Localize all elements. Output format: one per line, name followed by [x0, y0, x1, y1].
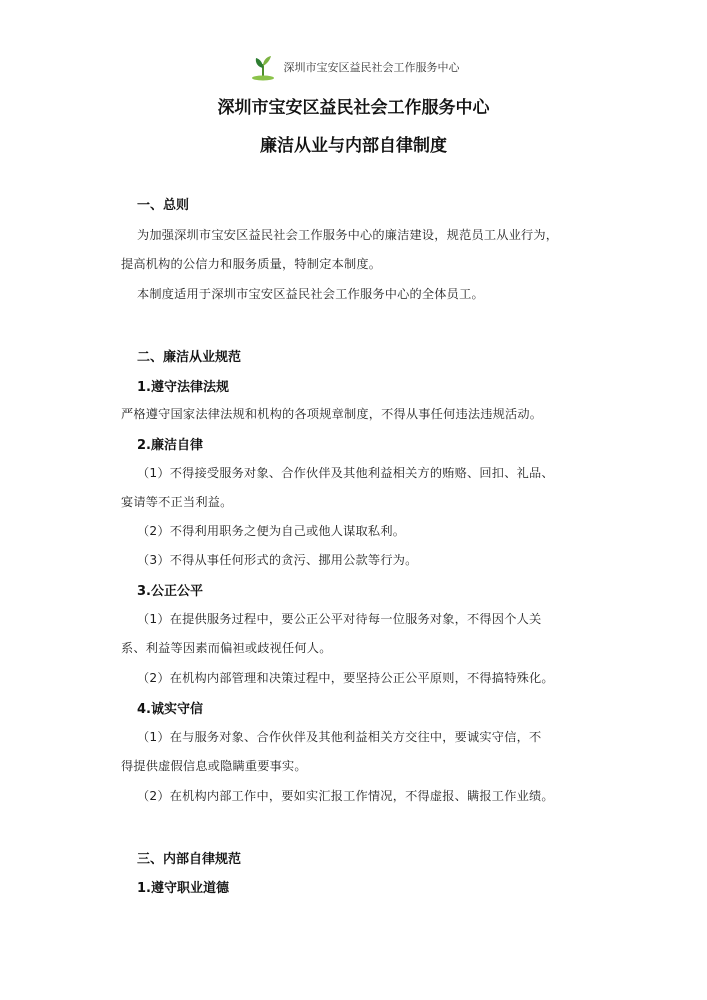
section-2-sub-2-item-1-line-2: 宴请等不正当利益。 [121, 495, 233, 509]
section-1-paragraph-2: 本制度适用于深圳市宝安区益民社会工作服务中心的全体员工。 [137, 287, 484, 301]
section-2-sub-3-item-2: （2）在机构内部管理和决策过程中，要坚持公正公平原则，不得搞特殊化。 [137, 671, 554, 685]
section-2-heading: 二、廉洁从业规范 [137, 350, 242, 365]
section-2-sub-4-item-2: （2）在机构内部工作中，要如实汇报工作情况，不得虚报、瞒报工作业绩。 [137, 789, 554, 803]
section-2-sub-3-item-1-line-1: （1）在提供服务过程中，要公正公平对待每一位服务对象，不得因个人关 [137, 612, 542, 626]
section-2-sub-2-item-3: （3）不得从事任何形式的贪污、挪用公款等行为。 [137, 553, 418, 567]
document-title-policy: 廉洁从业与内部自律制度 [260, 136, 447, 156]
section-2-sub-4-heading: 4.诚实守信 [137, 702, 203, 717]
section-2-sub-3-item-1-line-2: 系、利益等因素而偏袒或歧视任何人。 [121, 641, 332, 655]
section-2-sub-2-item-1-line-1: （1）不得接受服务对象、合作伙伴及其他利益相关方的贿赂、回扣、礼品、 [137, 466, 554, 480]
section-1-heading: 一、总则 [137, 198, 190, 213]
sprout-logo-icon [248, 52, 278, 82]
section-2-sub-1-paragraph: 严格遵守国家法律法规和机构的各项规章制度，不得从事任何违法违规活动。 [121, 407, 543, 421]
section-2-sub-4-item-1-line-2: 得提供虚假信息或隐瞒重要事实。 [121, 759, 307, 773]
letterhead-org-name: 深圳市宝安区益民社会工作服务中心 [283, 61, 460, 74]
section-2-sub-2-heading: 2.廉洁自律 [137, 438, 203, 453]
section-2-sub-2-item-2: （2）不得利用职务之便为自己或他人谋取私利。 [137, 524, 406, 538]
section-3-sub-1-heading: 1.遵守职业道德 [137, 881, 229, 896]
section-2-sub-3-heading: 3.公正公平 [137, 584, 203, 599]
document-title-org: 深圳市宝安区益民社会工作服务中心 [217, 98, 490, 118]
letterhead [0, 52, 707, 82]
section-2-sub-1-heading: 1.遵守法律法规 [137, 380, 229, 395]
section-1-paragraph-1-line-2: 提高机构的公信力和服务质量，特制定本制度。 [121, 257, 382, 271]
section-2-sub-4-item-1-line-1: （1）在与服务对象、合作伙伴及其他利益相关方交往中，要诚实守信，不 [137, 730, 542, 744]
section-3-heading: 三、内部自律规范 [137, 852, 242, 867]
section-1-paragraph-1-line-1: 为加强深圳市宝安区益民社会工作服务中心的廉洁建设，规范员工从业行为， [137, 228, 559, 242]
